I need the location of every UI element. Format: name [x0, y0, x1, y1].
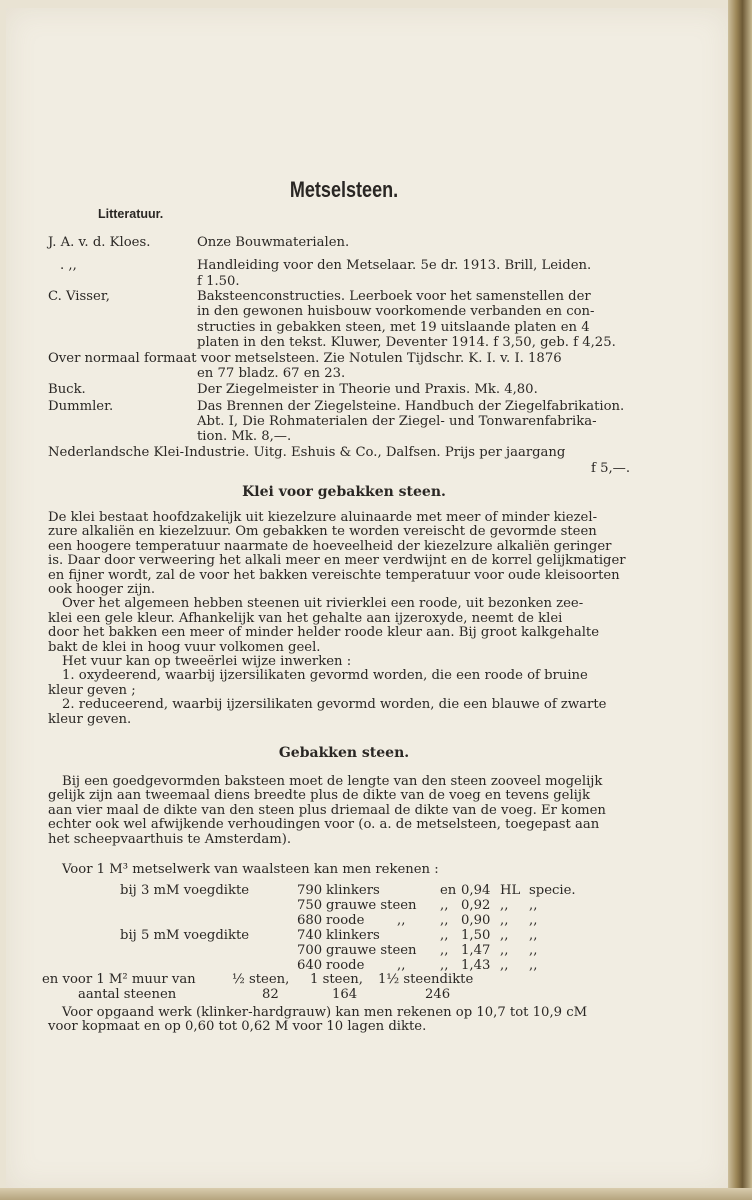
bib-line: tion. Mk. 8,—. — [197, 429, 292, 444]
table-cell-type: grauwe steen — [326, 943, 417, 958]
bib-line: Baksteenconstructies. Leerboek voor het samenstellen der — [197, 289, 591, 304]
bib-author: J. A. v. d. Kloes. — [48, 235, 151, 250]
bib-line: Abt. I, Die Rohmaterialen der Ziegel- und Tonwarenfabrika- — [197, 414, 597, 429]
table-cell-count: 790 — [297, 883, 323, 898]
table-cell-count: 680 — [297, 913, 323, 928]
wall-row-one: 1 steen, — [310, 972, 363, 987]
table-cell-what: ,, — [529, 913, 538, 928]
text-line: zure alkaliën en kiezelzuur. Om gebakken te worden vereischt de gevormde steen — [48, 524, 597, 540]
text-line: echter ook wel afwijkende verhoudingen voor (o. a. de metselsteen, toegepast aan — [48, 817, 600, 833]
table-cell-label: bij 5 mM voegdikte — [120, 928, 250, 943]
table-cell-unit: ,, — [500, 928, 509, 943]
table-cell-ditto: ,, — [397, 958, 406, 973]
bib-author: C. Visser, — [48, 289, 110, 304]
table-cell-pre: ,, — [440, 913, 449, 928]
text-line: het scheepvaarthuis te Amsterdam). — [48, 831, 292, 847]
table-cell-value: 1,50 — [461, 928, 491, 943]
table-cell-type: klinkers — [326, 928, 380, 943]
table-cell-type: klinkers — [326, 883, 380, 898]
text-line: Over het algemeen hebben steenen uit rivierklei een roode, uit bezonken zee- — [62, 596, 584, 612]
bib-line: Nederlandsche Klei-Industrie. Uitg. Eshuis & Co., Dalfsen. Prijs per jaargang — [48, 445, 566, 460]
table-cell-pre: ,, — [440, 898, 449, 913]
count-row-half: 82 — [262, 987, 279, 1002]
litteratuur-heading: Litteratuur. — [98, 207, 164, 221]
text-line: een hoogere temperatuur naarmate de hoeveelheid der kiezelzure alkaliën geringer — [48, 538, 612, 554]
text-line: door het bakken een meer of minder helder roode kleur aan. Bij groot kalkgehalte — [48, 625, 600, 641]
text-line: Bij een goedgevormden baksteen moet de lengte van den steen zooveel mogelijk — [62, 774, 603, 789]
bib-author: Dummler. — [48, 399, 114, 414]
wall-row-half: ½ steen, — [232, 972, 290, 987]
page-title: Metselsteen. — [289, 177, 399, 202]
table-cell-count: 750 — [297, 898, 323, 913]
table-cell-value: 1,47 — [461, 943, 491, 958]
table-cell-pre: ,, — [440, 928, 449, 943]
table-cell-value: 0,92 — [461, 898, 491, 913]
wall-row-label: en voor 1 M² muur van — [42, 972, 196, 987]
text-line: gelijk zijn aan tweemaal diens breedte plus de dikte van de voeg en tevens gelijk — [48, 788, 590, 804]
wall-row-oneandhalf: 1½ steendikte — [378, 972, 474, 987]
table-cell-unit: ,, — [500, 943, 509, 958]
bib-line: Der Ziegelmeister in Theorie und Praxis. Mk. 4,80. — [197, 382, 538, 397]
table-cell-unit: HL — [500, 883, 521, 898]
bib-line: f 1.50. — [197, 274, 240, 289]
text-line: bakt de klei in hoog vuur volkomen geel. — [48, 639, 321, 655]
table-cell-count: 740 — [297, 928, 323, 943]
table-cell-unit: ,, — [500, 958, 509, 973]
count-row-one: 164 — [332, 987, 358, 1002]
table-intro: Voor 1 M³ metselwerk van waalsteen kan men rekenen : — [62, 862, 439, 877]
table-cell-type: grauwe steen — [326, 898, 417, 913]
text-line: is. Daar door verweering het alkali meer en meer verdwijnt en de korrel gelijkmatiger — [48, 553, 626, 569]
bib-line: en 77 bladz. 67 en 23. — [197, 366, 346, 381]
table-cell-type: roode — [326, 958, 365, 973]
bib-line: f 5,—. — [591, 461, 631, 476]
table-cell-what: ,, — [529, 958, 538, 973]
text-line: ook hooger zijn. — [48, 582, 156, 598]
bib-line: Handleiding voor den Metselaar. 5e dr. 1913. Brill, Leiden. — [197, 258, 592, 273]
text-line: Voor opgaand werk (klinker-hardgrauw) kan men rekenen op 10,7 tot 10,9 cM — [62, 1005, 588, 1020]
text-line: De klei bestaat hoofdzakelijk uit kiezelzure aluinaarde met meer of minder kiezel- — [48, 510, 598, 525]
bib-line: structies in gebakken steen, met 19 uitslaande platen en 4 — [197, 320, 590, 335]
table-cell-count: 700 — [297, 943, 323, 958]
table-cell-what: ,, — [529, 928, 538, 943]
count-row-oneandhalf: 246 — [425, 987, 451, 1002]
text-line: klei een gele kleur. Afhankelijk van het gehalte aan ijzeroxyde, neemt de klei — [48, 610, 563, 626]
page-edge-bottom — [0, 1188, 752, 1200]
table-cell-pre: ,, — [440, 958, 449, 973]
table-cell-value: 0,90 — [461, 913, 491, 928]
text-line: 1. oxydeerend, waarbij ijzersilikaten gevormd worden, die een roode of bruine — [62, 668, 588, 684]
bib-author: . ,, — [60, 258, 77, 273]
bib-author: Buck. — [48, 382, 86, 397]
section-klei-body — [48, 511, 630, 727]
bib-line: Das Brennen der Ziegelsteine. Handbuch der Ziegelfabrikation. — [197, 399, 625, 414]
bib-line: Onze Bouwmaterialen. — [197, 235, 350, 250]
table-cell-what: ,, — [529, 898, 538, 913]
bib-line: in den gewonen huisbouw voorkomende verbanden en con- — [197, 304, 595, 319]
text-line: en fijner wordt, zal de voor het bakken vereischte temperatuur voor oude kleisoorten — [48, 567, 620, 583]
bib-line: platen in den tekst. Kluwer, Deventer 1914. f 3,50, geb. f 4,25. — [197, 335, 616, 350]
table-cell-value: 1,43 — [461, 958, 491, 973]
table-cell-pre: en — [440, 883, 457, 898]
section-gebakken-body — [48, 775, 630, 847]
text-line: kleur geven ; — [48, 682, 136, 698]
table-cell-ditto: ,, — [397, 913, 406, 928]
text-line: aan vier maal de dikte van den steen plus driemaal de dikte van de voeg. Er komen — [48, 802, 606, 818]
table-cell-what: ,, — [529, 943, 538, 958]
count-row-label: aantal steenen — [78, 987, 177, 1002]
table-cell-pre: ,, — [440, 943, 449, 958]
table-cell-type: roode — [326, 913, 365, 928]
table-cell-unit: ,, — [500, 898, 509, 913]
table-cell-unit: ,, — [500, 913, 509, 928]
table-cell-count: 640 — [297, 958, 323, 973]
table-cell-label: bij 3 mM voegdikte — [120, 883, 250, 898]
table-cell-value: 0,94 — [461, 883, 491, 898]
table-cell-what: specie. — [529, 883, 576, 898]
page-edge-right — [728, 0, 752, 1200]
text-line: kleur geven. — [48, 711, 132, 727]
section-heading-gebakken: Gebakken steen. — [278, 745, 410, 761]
text-line: Het vuur kan op tweeërlei wijze inwerken : — [62, 654, 352, 670]
closing-paragraph — [48, 1006, 630, 1035]
section-heading-klei: Klei voor gebakken steen. — [242, 484, 446, 500]
text-line: 2. reduceerend, waarbij ijzersilikaten gevormd worden, die een blauwe of zwarte — [62, 697, 607, 713]
text-line: voor kopmaat en op 0,60 tot 0,62 M voor 10 lagen dikte. — [48, 1019, 427, 1035]
bib-line: Over normaal formaat voor metselsteen. Zie Notulen Tijdschr. K. I. v. I. 1876 — [48, 351, 562, 366]
